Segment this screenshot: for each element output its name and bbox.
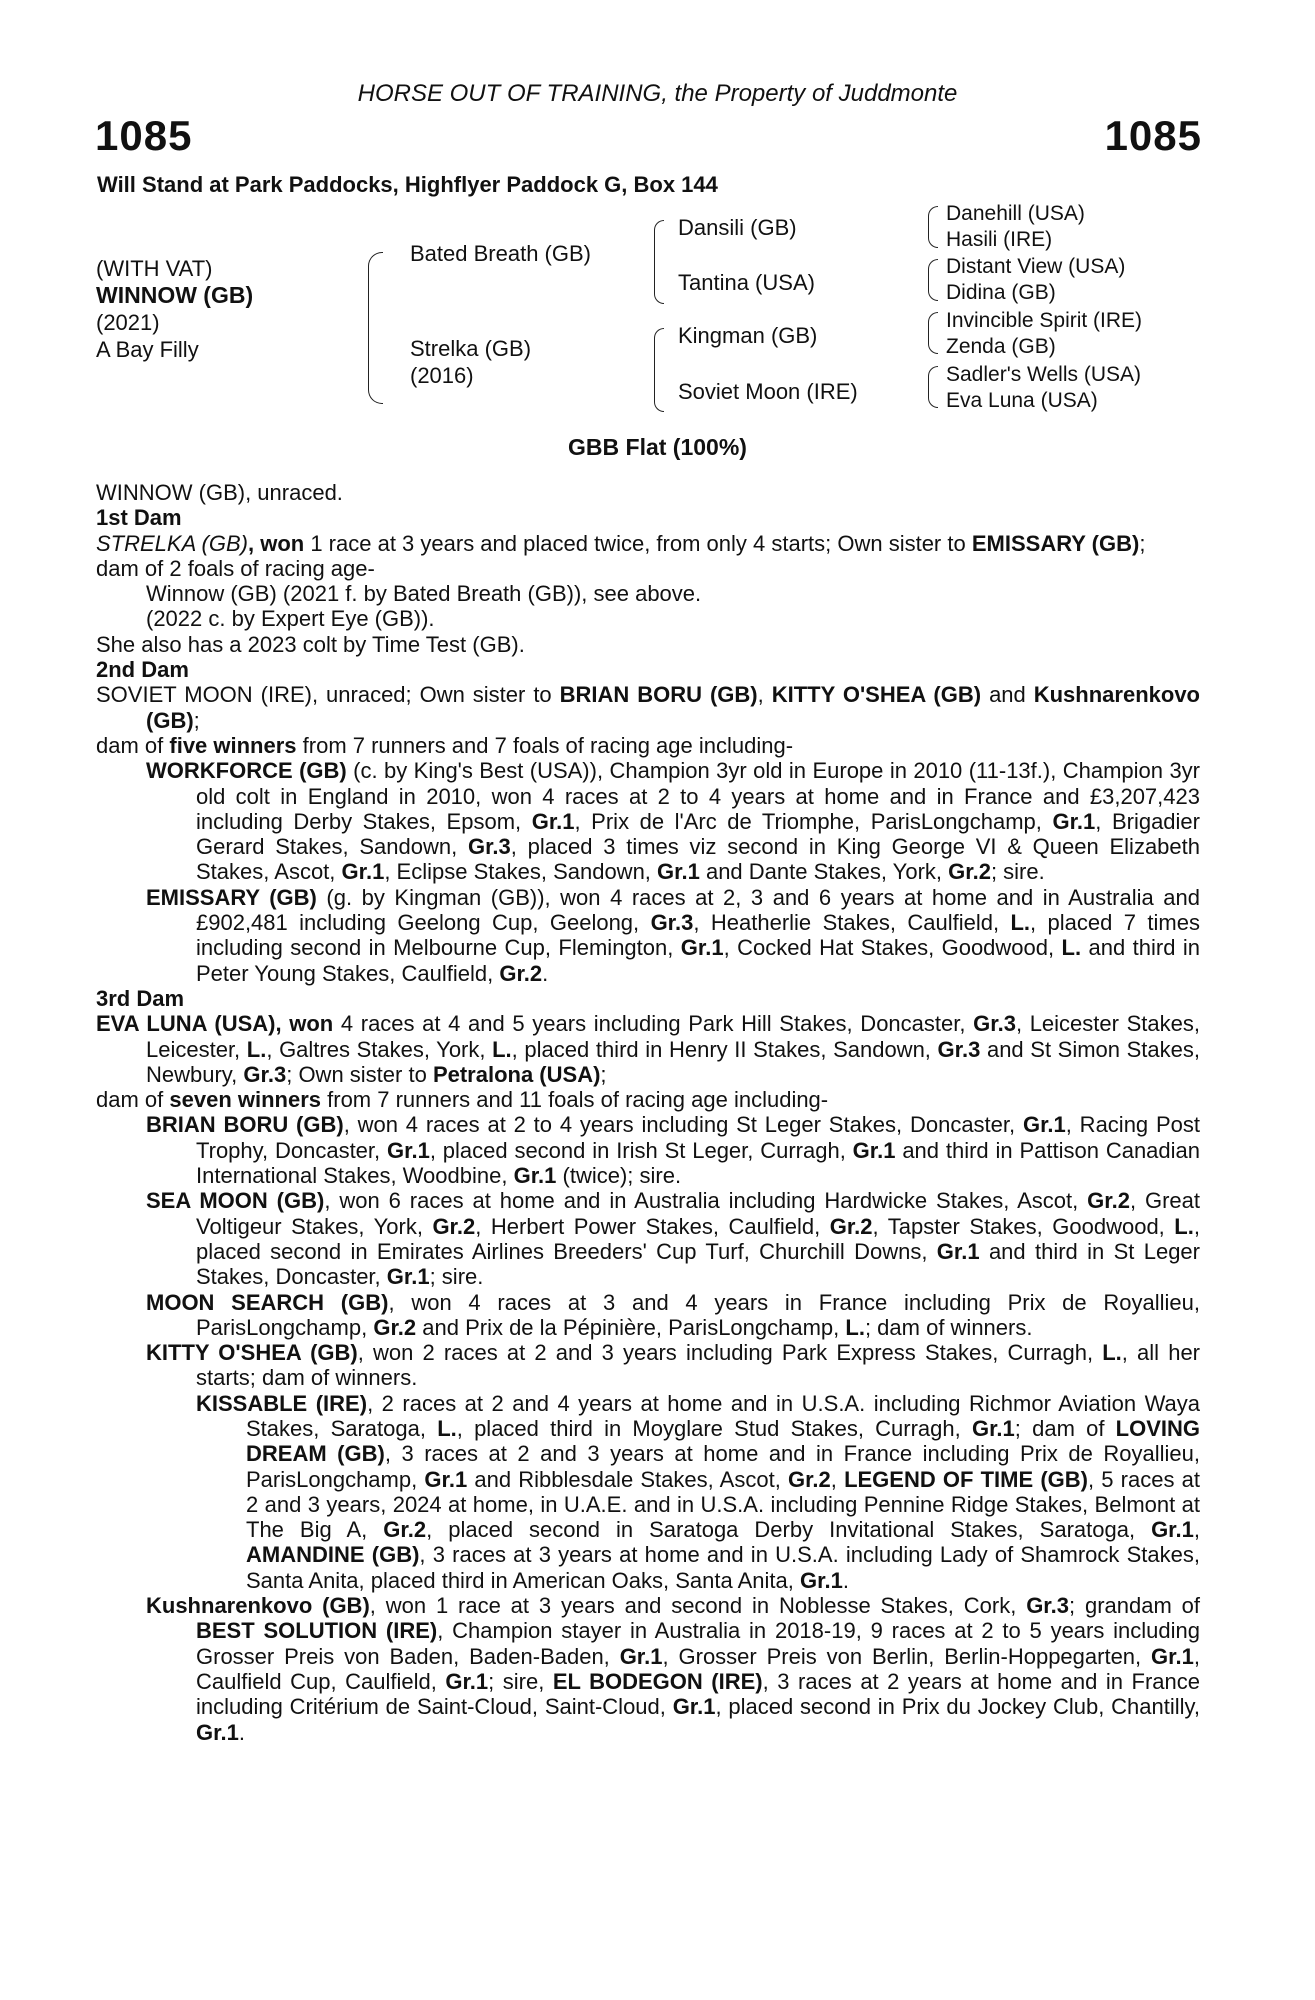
entry-brian-boru: BRIAN BORU (GB), won 4 races at 2 to 4 years including St Leger Stakes, Doncaster, Gr.1, Racing Post Trophy, Doncaster, Gr.1, placed second in Irish St Leger, Curragh, Gr.1 and third in Pattison Canadian International Stakes, Woodbine, Gr.1 (twice); sire. (146, 1112, 1201, 1189)
horse-description: A Bay Filly (96, 337, 199, 362)
dam (410, 335, 531, 389)
entry-kissable: KISSABLE (IRE), 2 races at 2 and 4 years at home and in U.S.A. including Richmor Aviation Waya Stakes, Saratoga, L., placed third in Moyglare Stud Stakes, Curragh, Gr.1; dam of LOVING DREAM (GB), 3 races at 2 and 3 years at home and in France including Prix de Royallieu, ParisLongchamp, Gr.1 and Ribblesdale Stakes, Ascot, Gr.2, LEGEND OF TIME (GB), 5 races at 2 and 3 years, 2024 at home, in U.A.E. and in U.S.A. including Pennine Ridge Stakes, Belmont at The Big A, Gr.2, placed second in Saratoga Derby Invitational Stakes, Saratoga, Gr.1, AMANDINE (GB), 3 races at 3 years at home and in U.S.A. including Lady of Shamrock Stakes, Santa Anita, placed third in American Oaks, Santa Anita, Gr.1. (196, 1390, 1201, 1593)
stabling-location: Will Stand at Park Paddocks, Highflyer Paddock G, Box 144 (97, 172, 718, 197)
entry-moon-search: MOON SEARCH (GB), won 4 races at 3 and 4 years in France including Prix de Royallieu, ParisLongchamp, Gr.2 and Prix de la Pépinière, ParisLongchamp, L.; dam of winners. (146, 1289, 1200, 1340)
gg-brace-1 (928, 206, 938, 248)
gg-danehill: Danehill (USA) (946, 202, 1085, 225)
gg-brace-3 (928, 312, 938, 354)
entry-emissary: EMISSARY (GB) (g. by Kingman (GB)), won 4 races at 2, 3 and 6 years at home and in Australia and £902,481 including Geelong Cup, Geelong, Gr.3, Heatherlie Stakes, Caulfield, L., placed 7 times including second in Melbourne Cup, Flemington, Gr.1, Cocked Hat Stakes, Goodwood, L. and third in Peter Young Stakes, Caulfield, Gr.2. (146, 884, 1200, 986)
gg-sadlers-wells: Sadler's Wells (USA) (946, 363, 1141, 386)
gg-distant-view: Distant View (USA) (946, 255, 1126, 278)
gg-eva-luna: Eva Luna (USA) (946, 389, 1098, 412)
sire-dam: Tantina (USA) (678, 270, 815, 295)
first-dam-heading: 1st Dam (96, 505, 182, 531)
entry-kushnarenkovo: Kushnarenkovo (GB), won 1 race at 3 years and second in Noblesse Stakes, Cork, Gr.3; grandam of BEST SOLUTION (IRE), Champion stayer in Australia in 2018-19, 9 races at 2 to 5 years including Grosser Preis von Baden, Baden-Baden, Gr.1, Grosser Preis von Berlin, Berlin-Hoppegarten, Gr.1, Caulfield Cup, Caulfield, Gr.1; sire, EL BODEGON (IRE), 3 races at 2 years at home and in France including Critérium de Saint-Cloud, Saint-Cloud, Gr.1, placed second in Prix du Jockey Club, Chantilly, Gr.1. (146, 1593, 1201, 1745)
dam-name: Strelka (GB) (410, 336, 532, 361)
gg-zenda: Zenda (GB) (946, 335, 1056, 358)
lot-number-left: 1085 (95, 112, 193, 159)
sire-sire: Dansili (GB) (678, 215, 797, 240)
catalogue-text (96, 480, 1200, 1745)
horse-name: WINNOW (GB) (96, 282, 254, 308)
intro-line: WINNOW (GB), unraced. (96, 480, 343, 505)
foal-2022: (2022 c. by Expert Eye (GB)). (146, 606, 435, 632)
gg-brace-2 (928, 259, 938, 301)
foal-2021: Winnow (GB) (2021 f. by Bated Breath (GB)), see above. (146, 581, 702, 607)
dam-year: (2016) (410, 363, 474, 388)
dam-brace (654, 328, 664, 412)
lot-number-right: 1085 (1104, 112, 1202, 159)
vat-note: (WITH VAT) (96, 256, 213, 281)
second-dam-record: SOVIET MOON (IRE), unraced; Own sister to BRIAN BORU (GB), KITTY O'SHEA (GB) and Kushnarenkovo (GB); (96, 682, 1200, 733)
entry-sea-moon: SEA MOON (GB), won 6 races at home and in Australia including Hardwicke Stakes, Ascot, Gr.2, Great Voltigeur Stakes, York, Gr.2, Herbert Power Stakes, Caulfield, Gr.2, Tapster Stakes, Goodwood, L., placed second in Emirates Airlines Breeders' Cup Turf, Churchill Downs, Gr.1 and third in St Leger Stakes, Doncaster, Gr.1; sire. (146, 1188, 1200, 1290)
foal-2023: She also has a 2023 colt by Time Test (GB). (96, 631, 525, 657)
first-dam-foals: dam of 2 foals of racing age- (96, 555, 375, 581)
third-dam-produce: dam of seven winners from 7 runners and 11 foals of racing age including- (96, 1087, 829, 1113)
sire: Bated Breath (GB) (410, 241, 591, 266)
gbb-rating: GBB Flat (100%) (568, 434, 747, 460)
gg-invincible-spirit: Invincible Spirit (IRE) (946, 309, 1143, 332)
sale-header: HORSE OUT OF TRAINING, the Property of Juddmonte (357, 80, 958, 107)
second-dam-heading: 2nd Dam (96, 657, 189, 683)
third-dam-record: EVA LUNA (USA), won 4 races at 4 and 5 years including Park Hill Stakes, Doncaster, Gr.3, Leicester Stakes, Leicester, L., Galtres Stakes, York, L., placed third in Henry II Stakes, Sandown, Gr.3 and St Simon Stakes, Newbury, Gr.3; Own sister to Petralona (USA); (96, 1011, 1200, 1087)
entry-workforce: WORKFORCE (GB) (c. by King's Best (USA)), Champion 3yr old in Europe in 2010 (11-13f.), Champion 3yr old colt in England in 2010, won 4 races at 2 to 4 years at home and in France and £3,207,423 including Derby Stakes, Epsom, Gr.1, Prix de l'Arc de Triomphe, ParisLongchamp, Gr.1, Brigadier Gerard Stakes, Sandown, Gr.3, placed 3 times viz second in King George VI & Queen Elizabeth Stakes, Ascot, Gr.1, Eclipse Stakes, Sandown, Gr.1 and Dante Stakes, York, Gr.2; sire. (146, 758, 1201, 885)
entry-kitty-oshea: KITTY O'SHEA (GB), won 2 races at 2 and 3 years including Park Express Stakes, Curragh, L., all her starts; dam of winners. (146, 1340, 1201, 1391)
third-dam-heading: 3rd Dam (96, 985, 185, 1011)
pedigree-brace (368, 252, 383, 404)
gg-didina: Didina (GB) (946, 281, 1056, 304)
gg-hasili: Hasili (IRE) (946, 228, 1053, 251)
gg-brace-4 (928, 366, 938, 408)
sire-brace (654, 220, 664, 304)
dam-sire: Kingman (GB) (678, 323, 818, 348)
first-dam-record: STRELKA (GB), won 1 race at 3 years and placed twice, from only 4 starts; Own sister to EMISSARY (GB); (96, 530, 1146, 556)
horse-identity (96, 255, 253, 363)
dam-dam: Soviet Moon (IRE) (678, 379, 858, 404)
second-dam-produce: dam of five winners from 7 runners and 7 foals of racing age including- (96, 732, 794, 758)
foaled-year: (2021) (96, 310, 160, 335)
